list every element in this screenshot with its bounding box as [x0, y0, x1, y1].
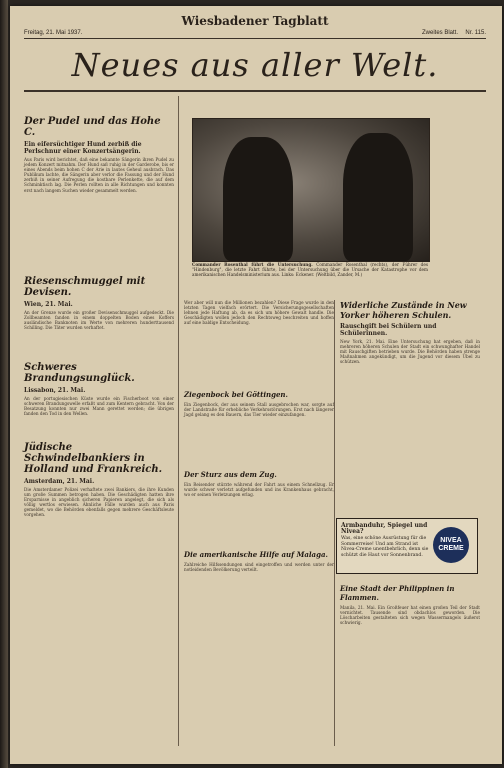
article-brandung: [24, 362, 174, 416]
article-headline: Der Pudel und das Hohe C.: [24, 116, 161, 138]
article-headline: Riesenschmuggel mit Devisen.: [24, 276, 146, 298]
article-headline: Jüdische Schwindelbankiers in Holland und Frankreich.: [24, 442, 163, 475]
photo-figure-right: [343, 133, 413, 261]
masthead: [24, 8, 486, 39]
article-wolf: [184, 550, 334, 572]
article-headline: Widerliche Zustände in New Yorker höheren Schulen.: [340, 300, 467, 320]
article-body: New York, 21. Mai. Eine Untersuchung hat ergeben, daß in mehreren höheren Schulen der Stadt ein schwunghafter Handel mit Rauschgiften betrieben wurde. Die Behörden haben strenge Maßnahmen angekündigt, um die Jugend vor diesem Übel zu schützen.: [340, 339, 480, 365]
article-headline: Der Sturz aus dem Zug.: [184, 470, 277, 479]
nivea-logo: NIVEA CREME: [433, 527, 469, 563]
ad-body: Was, eine schöne Ausrüstung für die Sommerreise! Und am Strand ist Nivea-Creme unentbehrlich, denn sie schützt die Haut vor Sonnenbrand.: [341, 536, 429, 558]
article-subhead: Rauschgift bei Schülern und Schülerinnen.: [340, 323, 437, 337]
column-rule: [178, 96, 179, 746]
article-body: Zahlreiche Hilfssendungen sind eingetroffen und werden unter der notleidenden Bevölkerung verteilt.: [184, 562, 334, 573]
article-schwindel: [24, 442, 174, 518]
article-headline: Eine Stadt der Philippinen in Flammen.: [340, 584, 455, 602]
news-photo: [192, 118, 430, 262]
article-body: Wer aber will nun die Millionen bezahlen? Diese Frage wurde in den letzten Tagen vielfach erörtert. Die Versicherungsgesellschaften lehnen jede Haftung ab, da es sich um höhere Gewalt handle. Die Geschädigten wollen jedoch den Rechtsweg beschreiten und hoffen auf eine baldige Entscheidung.: [184, 300, 334, 326]
section-title-text: Neues aus aller Welt.: [71, 46, 439, 84]
photo-credit: (Weltbild, Zander, M.): [315, 272, 363, 277]
article-sturz: [184, 470, 334, 497]
article-body: An der Grenze wurde ein großer Devisenschmuggel aufgedeckt. Die Zollbeamten fanden in einem doppelten Boden eines Koffers ausländische Banknoten im Werte von mehreren hunderttausend Schilling. Die Täter wurden verhaftet.: [24, 310, 174, 331]
article-body: Manila, 21. Mai. Ein Großfeuer hat einen großen Teil der Stadt vernichtet. Tausende sind obdachlos geworden. Die Löscharbeiten gestalteten sich wegen Wassermangels äußerst schwierig.: [340, 605, 480, 626]
ad-title: Armbanduhr, Spiegel und Nivea?: [341, 522, 428, 535]
article-subhead: Wien, 21. Mai.: [24, 301, 73, 308]
paper-name: Wiesbadener Tagblatt: [181, 14, 329, 28]
sheet-label: Zweites Blatt.: [421, 30, 458, 36]
article-body: Ein Reisender stürzte während der Fahrt aus einem Schnellzug. Er wurde schwer verletzt aufgefunden und ins Krankenhaus gebracht, wo er seinen Verletzungen erlag.: [184, 482, 334, 498]
article-body: Aus Paris wird berichtet, daß eine bekannte Sängerin ihren Pudel zu jedem Konzert mitnahm. Der Hund saß ruhig in der Garderobe, bis er eines Abends beim hohen C der Arie in lautes Geheul ausbrach. Das Publikum lachte, die Sängerin aber verlor die Fassung und der Hund zerbiß in seiner Aufregung die kostbare Perlenkette, die auf dem Schminktisch lag. Die Perlen rollten in alle Richtungen und konnten erst nach langem Suchen wieder gesammelt werden.: [24, 157, 174, 193]
article-ziegenbock: [184, 390, 334, 417]
article-zustaende: [340, 300, 480, 364]
article-riesenschmuggel: [24, 276, 174, 330]
column-rule: [334, 300, 335, 746]
article-subhead: Lissabon, 21. Mai.: [24, 387, 86, 394]
article-body: An der portugiesischen Küste wurde ein Fischerboot von einer schweren Brandungswelle erfaßt und zum Kentern gebracht. Von der Besatzung konnten nur zwei Mann gerettet werden; die übrigen fanden den Tod in den Wellen.: [24, 396, 174, 417]
photo-figure-left: [223, 137, 293, 261]
article-philippinen: [340, 584, 480, 625]
issue-number: Nr. 115.: [465, 30, 486, 36]
caption-text: Commander Rosenthal (rechts), der Führer des "Hindenburg", die letzte Fahrt führte, bei der Untersuchung über die Ursache der Katastrophe vor dem amerikanischen Handelsministerium aus. Links: Eckener.: [192, 262, 428, 277]
article-pudel: [24, 116, 174, 193]
article-headline: Ziegenbock bei Göttingen.: [184, 390, 288, 399]
article-mittelspalte: [184, 300, 334, 325]
ad-text: [341, 523, 433, 559]
section-title: [24, 42, 486, 92]
photo-caption: [192, 262, 428, 277]
article-subhead: Ein eifersüchtiger Hund zerbiß die Perlschnur einer Konzertsängerin.: [24, 141, 142, 155]
article-subhead: Amsterdam, 21. Mai.: [24, 478, 95, 485]
caption-title: Commander Rosenthal führt die Untersuchung.: [192, 262, 313, 267]
article-body: Ein Ziegenbock, der aus seinem Stall ausgebrochen war, sorgte auf der Landstraße für erhebliche Verkehrsstörungen. Erst nach längerer Jagd gelang es den Bauern, das Tier wieder einzufangen.: [184, 402, 334, 418]
page-edge-shadow: [0, 0, 8, 768]
article-headline: Die amerikanische Hilfe auf Malaga.: [184, 550, 328, 559]
nivea-advertisement: [336, 518, 478, 574]
article-headline: Schweres Brandungsunglück.: [24, 362, 135, 384]
article-body: Die Amsterdamer Polizei verhaftete zwei Bankiers, die ihre Kunden um große Summen betrogen haben. Die Geschädigten hatten ihre Ersparnisse in angeblich sicheren Papieren angelegt, die sich als völlig wertlos erwiesen. Ähnliche Fälle wurden auch aus Paris gemeldet, wo die Behörden ebenfalls gegen mehrere Geschäftsleute vorgehen.: [24, 487, 174, 518]
issue-date: Freitag, 21. Mai 1937.: [24, 30, 83, 36]
